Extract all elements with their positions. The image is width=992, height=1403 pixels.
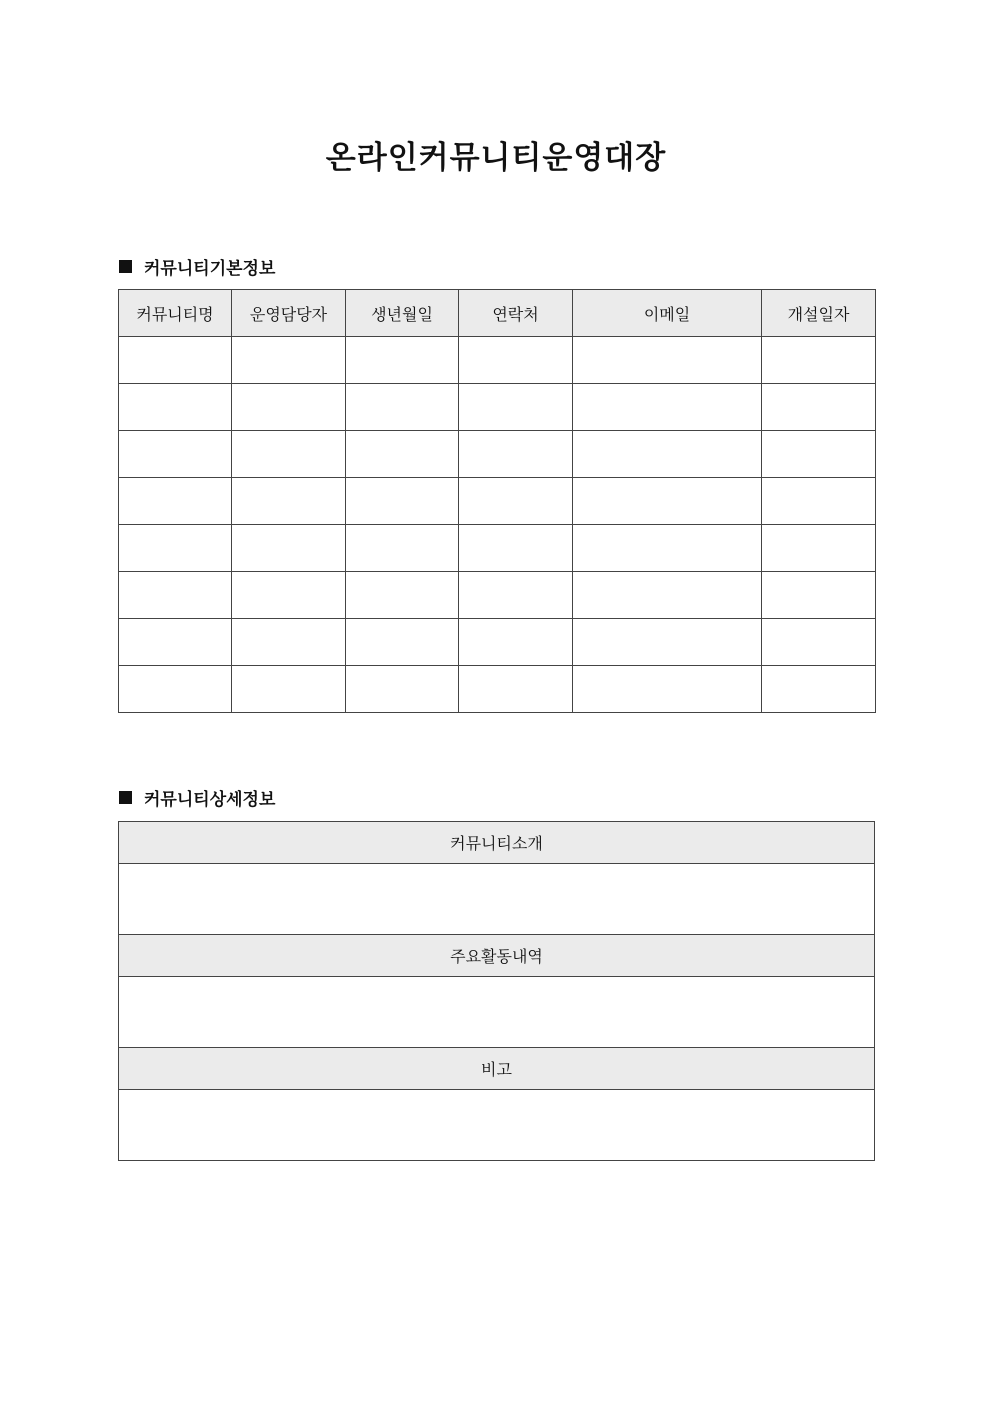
- cell-community-name[interactable]: [119, 572, 232, 619]
- cell-contact[interactable]: [459, 478, 573, 525]
- detail-field-activities[interactable]: [119, 977, 875, 1048]
- column-header-email: 이메일: [573, 290, 762, 337]
- cell-email[interactable]: [573, 525, 762, 572]
- table-row: [119, 525, 876, 572]
- cell-community-name[interactable]: [119, 478, 232, 525]
- detail-info-heading-label: 커뮤니티상세정보: [144, 790, 276, 810]
- detail-label-activities: 주요활동내역: [119, 935, 875, 977]
- cell-birthdate[interactable]: [346, 384, 459, 431]
- basic-info-header-row: [119, 290, 876, 337]
- cell-email[interactable]: [573, 572, 762, 619]
- cell-manager[interactable]: [232, 337, 346, 384]
- document-title: 온라인커뮤니티운영대장: [325, 140, 667, 176]
- table-row: [119, 478, 876, 525]
- square-bullet-icon: [119, 260, 132, 273]
- table-row: [119, 337, 876, 384]
- column-header-birthdate: 생년월일: [346, 290, 459, 337]
- detail-label-intro: 커뮤니티소개: [119, 822, 875, 864]
- cell-email[interactable]: [573, 431, 762, 478]
- cell-open-date[interactable]: [762, 431, 876, 478]
- cell-birthdate[interactable]: [346, 525, 459, 572]
- cell-manager[interactable]: [232, 431, 346, 478]
- basic-info-heading-label: 커뮤니티기본정보: [144, 259, 276, 279]
- detail-field-intro[interactable]: [119, 864, 875, 935]
- cell-community-name[interactable]: [119, 384, 232, 431]
- cell-email[interactable]: [573, 478, 762, 525]
- basic-info-body: [119, 337, 876, 713]
- cell-contact[interactable]: [459, 619, 573, 666]
- cell-contact[interactable]: [459, 666, 573, 713]
- cell-birthdate[interactable]: [346, 337, 459, 384]
- table-row: [119, 384, 876, 431]
- cell-community-name[interactable]: [119, 525, 232, 572]
- basic-info-table: [118, 289, 876, 713]
- cell-birthdate[interactable]: [346, 572, 459, 619]
- cell-open-date[interactable]: [762, 572, 876, 619]
- column-header-contact: 연락처: [459, 290, 573, 337]
- cell-manager[interactable]: [232, 525, 346, 572]
- cell-email[interactable]: [573, 666, 762, 713]
- cell-birthdate[interactable]: [346, 619, 459, 666]
- cell-open-date[interactable]: [762, 337, 876, 384]
- cell-open-date[interactable]: [762, 525, 876, 572]
- cell-manager[interactable]: [232, 572, 346, 619]
- cell-contact[interactable]: [459, 337, 573, 384]
- cell-manager[interactable]: [232, 619, 346, 666]
- cell-contact[interactable]: [459, 525, 573, 572]
- cell-manager[interactable]: [232, 384, 346, 431]
- cell-birthdate[interactable]: [346, 478, 459, 525]
- cell-contact[interactable]: [459, 384, 573, 431]
- cell-manager[interactable]: [232, 666, 346, 713]
- basic-info-heading: [119, 254, 275, 279]
- table-row: [119, 666, 876, 713]
- detail-info-heading: [119, 785, 275, 810]
- column-header-open-date: 개설일자: [762, 290, 876, 337]
- cell-community-name[interactable]: [119, 619, 232, 666]
- cell-open-date[interactable]: [762, 666, 876, 713]
- detail-label-remarks: 비고: [119, 1048, 875, 1090]
- cell-email[interactable]: [573, 337, 762, 384]
- cell-email[interactable]: [573, 384, 762, 431]
- cell-manager[interactable]: [232, 478, 346, 525]
- column-header-community-name: 커뮤니티명: [119, 290, 232, 337]
- table-row: [119, 619, 876, 666]
- cell-open-date[interactable]: [762, 384, 876, 431]
- cell-open-date[interactable]: [762, 619, 876, 666]
- cell-community-name[interactable]: [119, 666, 232, 713]
- detail-info-table: [118, 821, 875, 1161]
- cell-birthdate[interactable]: [346, 666, 459, 713]
- cell-contact[interactable]: [459, 431, 573, 478]
- table-row: [119, 431, 876, 478]
- cell-community-name[interactable]: [119, 431, 232, 478]
- cell-contact[interactable]: [459, 572, 573, 619]
- table-row: [119, 572, 876, 619]
- cell-open-date[interactable]: [762, 478, 876, 525]
- cell-email[interactable]: [573, 619, 762, 666]
- square-bullet-icon: [119, 791, 132, 804]
- cell-community-name[interactable]: [119, 337, 232, 384]
- column-header-manager: 운영담당자: [232, 290, 346, 337]
- cell-birthdate[interactable]: [346, 431, 459, 478]
- detail-field-remarks[interactable]: [119, 1090, 875, 1161]
